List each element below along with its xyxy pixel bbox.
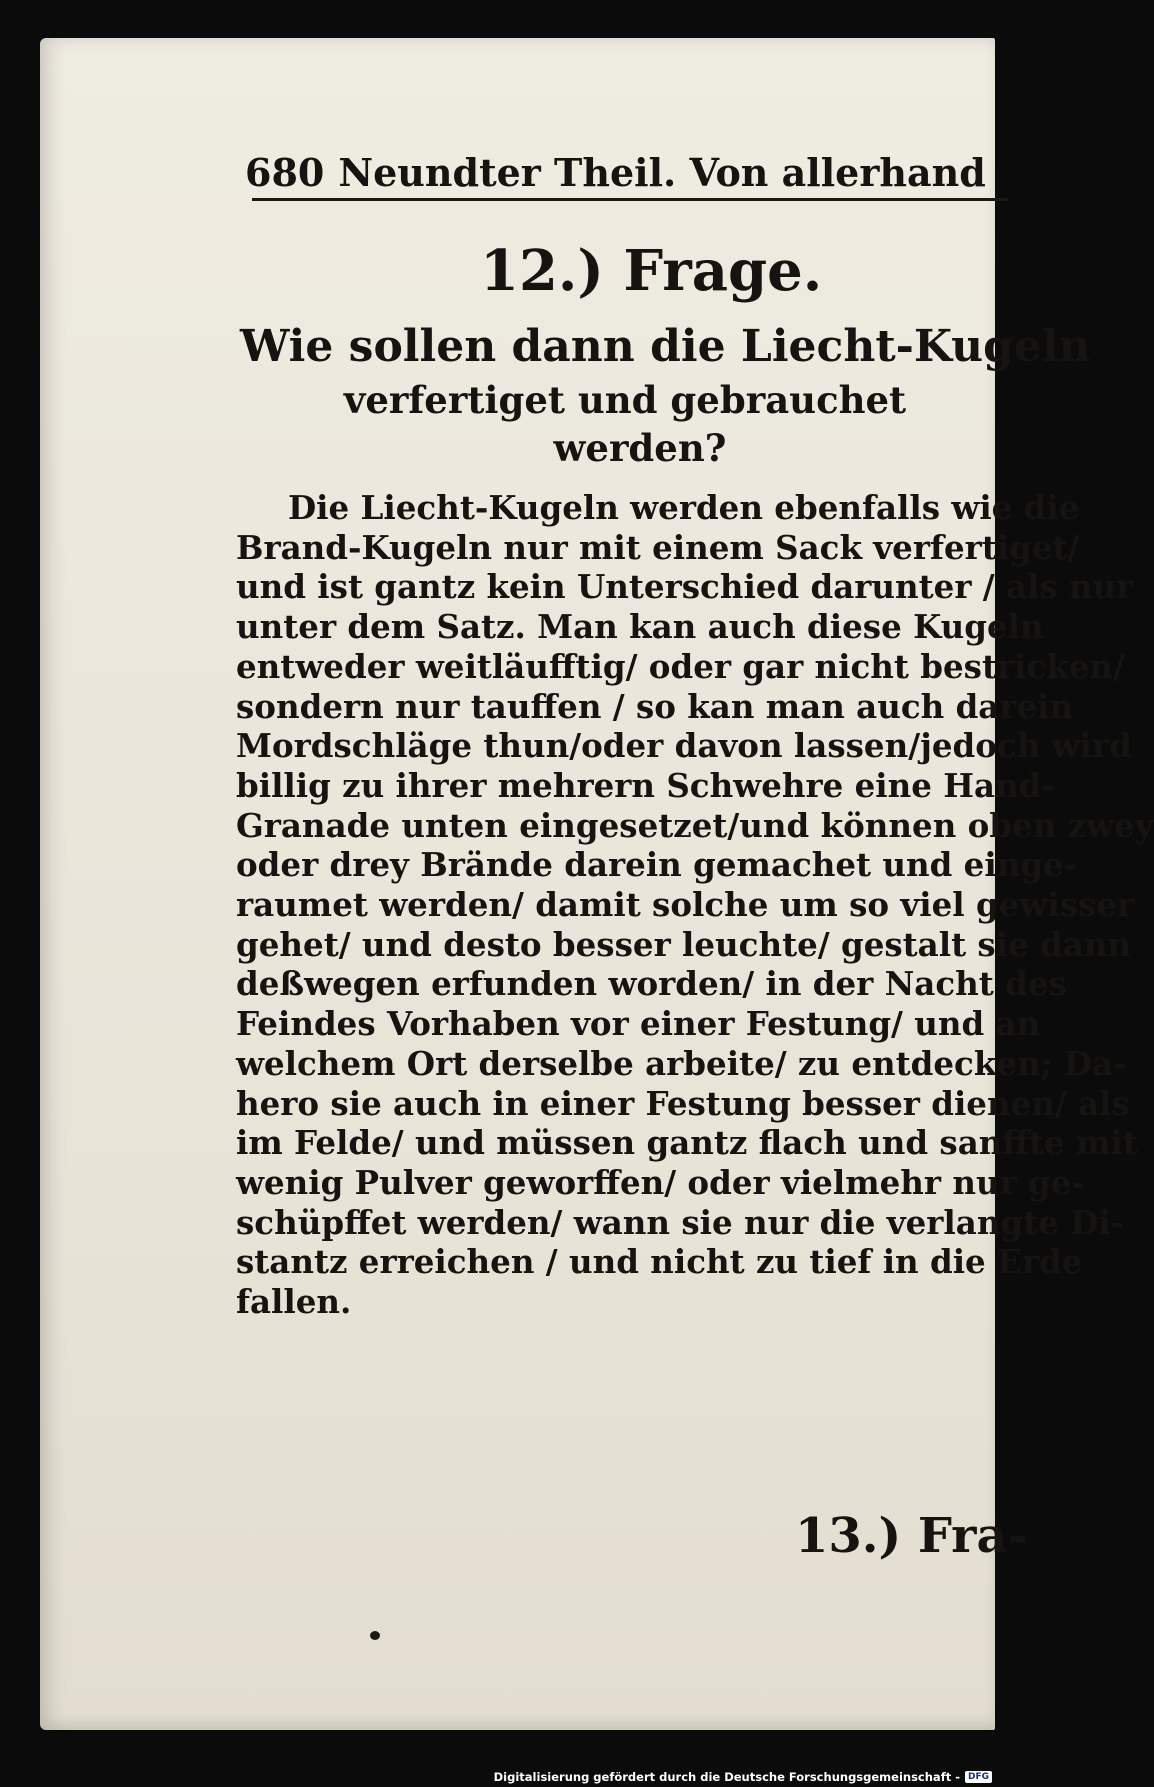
book-page [40, 38, 1154, 1730]
body-line: oder drey Brände darein gemachet und einge- [236, 845, 1078, 885]
digitization-credit [494, 1770, 992, 1784]
body-line: sondern nur tauffen / so kan man auch darein [236, 686, 1074, 726]
body-line: welchem Ort derselbe arbeite/ zu entdecken; Da- [236, 1043, 1127, 1083]
body-line: entweder weitläufftig/ oder gar nicht bestricken/ [236, 646, 1125, 686]
running-title: Neundter Theil. Von allerhand [338, 150, 986, 195]
body-line: hero sie auch in einer Festung besser dienen/ als [236, 1083, 1130, 1123]
body-line: gehet/ und desto besser leuchte/ gestalt sie dann [236, 924, 1132, 964]
catchword: 13.) Fra- [795, 1508, 1028, 1564]
body-paragraph [236, 488, 1154, 1322]
body-line: raumet werden/ damit solche um so viel gewisser [236, 885, 1135, 925]
body-line: Feindes Vorhaben vor einer Festung/ und an [236, 1004, 1041, 1044]
ink-dot [370, 1631, 380, 1640]
credit-text: Digitalisierung gefördert durch die Deutsche Forschungsgemeinschaft - [493, 1770, 960, 1784]
body-line: unter dem Satz. Man kan auch diese Kugeln [236, 607, 1044, 647]
body-line: Die Liecht-Kugeln werden ebenfalls wie die [288, 488, 1080, 527]
body-line: Granade unten eingesetzet/und können oben zwey [236, 805, 1154, 845]
question-number: 12.) Frage. [480, 238, 823, 304]
question-title-line-3: werden? [553, 426, 727, 470]
dfg-logo-icon: DFG [965, 1771, 992, 1783]
body-line: fallen. [236, 1282, 352, 1322]
header-rule [252, 198, 1008, 201]
body-line: und ist gantz kein Unterschied darunter / als nur [236, 567, 1134, 607]
body-line: billig zu ihrer mehrern Schwehre eine Hand- [236, 765, 1055, 805]
running-header [245, 150, 1005, 210]
question-title [240, 318, 1091, 472]
body-line: wenig Pulver geworffen/ oder vielmehr nur ge- [236, 1162, 1085, 1202]
body-line: Brand-Kugeln nur mit einem Sack verfertiget/ [236, 527, 1080, 567]
body-line: deßwegen erfunden worden/ in der Nacht des [236, 964, 1067, 1004]
question-title-line-2: verfertiget und gebrauchet [343, 378, 907, 422]
body-line: stantz erreichen / und nicht zu tief in die Erde [236, 1242, 1083, 1282]
question-title-line-1: Wie sollen dann die Liecht-Kugeln [240, 321, 1091, 372]
body-line: Mordschläge thun/oder davon lassen/jedoch wird [236, 726, 1132, 766]
page-number: 680 [245, 150, 325, 195]
body-line: im Felde/ und müssen gantz flach und sanffte mit [236, 1123, 1138, 1163]
body-line: schüpffet werden/ wann sie nur die verlangte Di- [236, 1202, 1125, 1242]
